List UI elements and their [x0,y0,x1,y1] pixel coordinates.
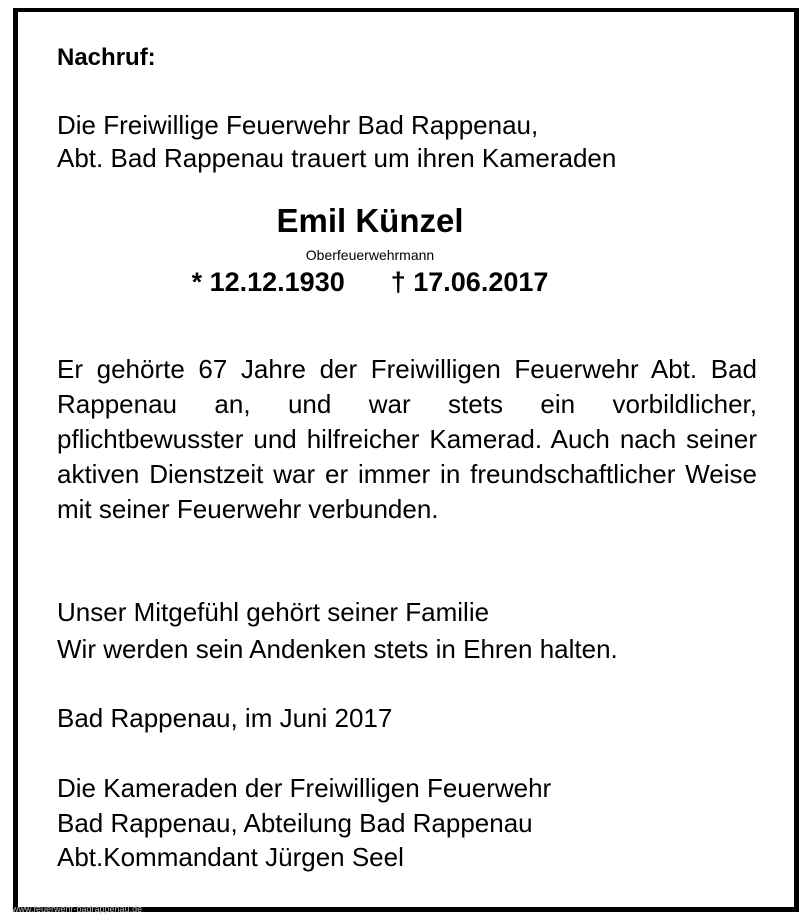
signature-line-2: Bad Rappenau, Abteilung Bad Rappenau [57,808,533,838]
signature-line-1: Die Kameraden der Freiwilligen Feuerwehr [57,773,552,803]
intro-line-2: Abt. Bad Rappenau trauert um ihren Kameraden [57,143,617,173]
deceased-name: Emil Künzel [276,202,464,239]
obituary-paragraph: Er gehörte 67 Jahre der Freiwilligen Feuerwehr Abt. Bad Rappenau an, und war stets ein vorbildlicher, pflichtbewusster und hilfreicher Kamerad. Auch nach seiner aktiven Dienstzeit war er immer in freundschaftlicher Weise mit seiner Feuerwehr verbunden. [57,354,757,524]
birth-date: * 12.12.1930 [191,267,345,297]
life-dates [0,267,740,298]
watermark: www.feuerwehr-badrappenau.de [12,904,143,914]
death-date: † 17.06.2017 [390,267,549,297]
condolence-line-2: Wir werden sein Andenken stets in Ehren halten. [57,634,618,664]
condolence-line-1: Unser Mitgefühl gehört seiner Familie [57,597,490,627]
intro-line-1: Die Freiwillige Feuerwehr Bad Rappenau, [57,110,539,140]
signature-line-3: Abt.Kommandant Jürgen Seel [57,842,404,872]
place-date: Bad Rappenau, im Juni 2017 [57,703,393,733]
deceased-rank: Oberfeuerwehrmann [305,247,435,263]
heading: Nachruf: [57,44,156,71]
